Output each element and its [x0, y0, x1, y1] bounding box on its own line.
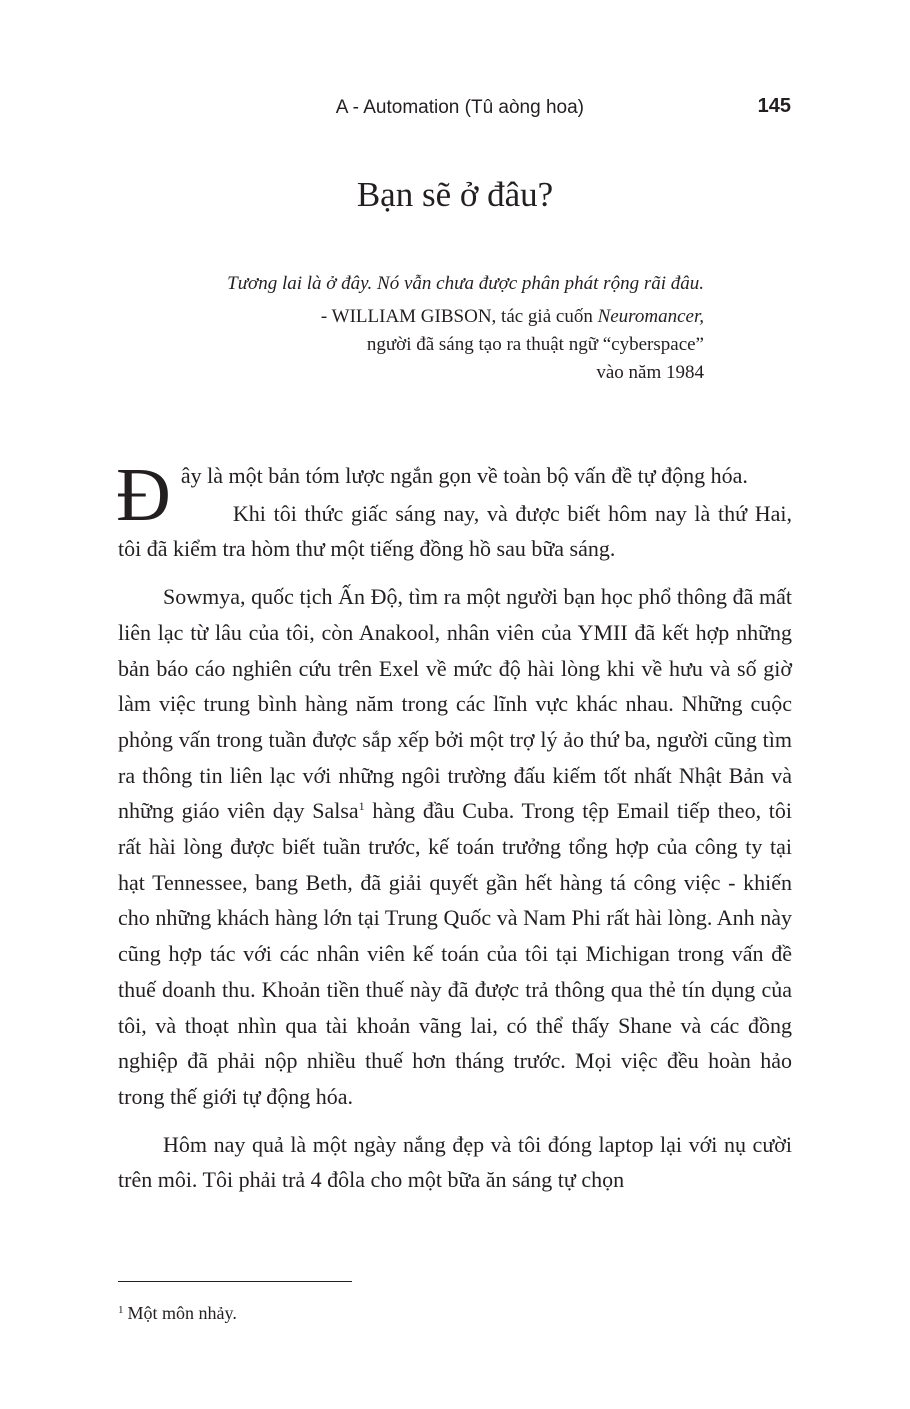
- epigraph-attribution-prefix: - WILLIAM GIBSON, tác giả cuốn: [320, 306, 598, 327]
- page-number: 145: [757, 95, 791, 117]
- footnote-divider: [118, 1281, 352, 1282]
- paragraph-1-first-line: ây là một bản tóm lược ngắn gọn về toàn bộ vấn đề tự động hóa.: [180, 463, 748, 488]
- epigraph-quote: Tương lai là ở đây. Nó vẫn chưa được phân phát rộng rãi đâu.: [227, 273, 704, 294]
- running-title: A - Automation (Tû aòng hoa): [335, 97, 584, 118]
- footnote-reference: 1: [358, 799, 365, 814]
- paragraph-3: Hôm nay quả là một ngày nắng đẹp và tôi đóng laptop lại với nụ cười trên môi. Tôi phải trả 4 đôla cho một bữa ăn sáng tự chọn: [118, 1131, 792, 1193]
- paragraph-2-text-b: hàng đầu Cuba. Trong tệp Email tiếp theo, tôi rất hài lòng được biết tuần trước, kế toán trưởng tổng hợp của công ty tại hạt Tennessee, bang Beth, đã giải quyết gần hết hàng tá công việc - khiến cho những khách hàng lớn tại Trung Quốc và Nam Phi rất hài lòng. Anh này cũng hợp tác với các nhân viên kế toán của tôi tại Michigan trong vấn đề thuế doanh thu. Khoản tiền thuế này đã được trả thông qua thẻ tín dụng của tôi, và thoạt nhìn qua tài khoản vãng lai, có thể thấy Shane và các đồng nghiệp đã phải nộp nhiều thuế hơn tháng trước. Mọi việc đều hoàn hảo trong thế giới tự động hóa.: [118, 798, 792, 1109]
- epigraph-attribution-suffix: người đã sáng tạo ra thuật ngữ “cyberspace” vào năm 1984: [366, 334, 704, 383]
- paragraph-1-rest: Khi tôi thức giấc sáng nay, và được biết hôm nay là thứ Hai, tôi đã kiểm tra hòm thư một tiếng đồng hồ sau bữa sáng.: [118, 500, 792, 562]
- footnote-text: Một môn nhảy.: [127, 1303, 237, 1323]
- drop-cap: Đ: [116, 453, 171, 537]
- paragraph-1: [116, 453, 792, 567]
- paragraph-2-text-a: Sowmya, quốc tịch Ấn Độ, tìm ra một người bạn học phổ thông đã mất liên lạc từ lâu của tôi, còn Anakool, nhân viên của YMII đã kết hợp những bản báo cáo nghiên cứu trên Exel về mức độ hài lòng khi về hưu và số giờ làm việc trung bình hàng năm trong các lĩnh vực khác nhau. Những cuộc phỏng vấn trong tuần được sắp xếp bởi một trợ lý ảo thứ ba, người cũng tìm ra thông tin liên lạc với những ngôi trường đấu kiếm tốt nhất Nhật Bản và những giáo viên dạy Salsa: [118, 584, 792, 824]
- footnote: [118, 1300, 237, 1326]
- epigraph: [144, 270, 704, 387]
- footnote-marker: 1: [118, 1304, 124, 1316]
- paragraph-2: [118, 579, 792, 1115]
- epigraph-book-title: Neuromancer,: [597, 306, 704, 327]
- chapter-title: Bạn sẽ ở đâu?: [356, 175, 554, 214]
- body-text: [116, 453, 792, 1210]
- epigraph-attribution: [144, 303, 704, 387]
- running-header: [0, 97, 910, 127]
